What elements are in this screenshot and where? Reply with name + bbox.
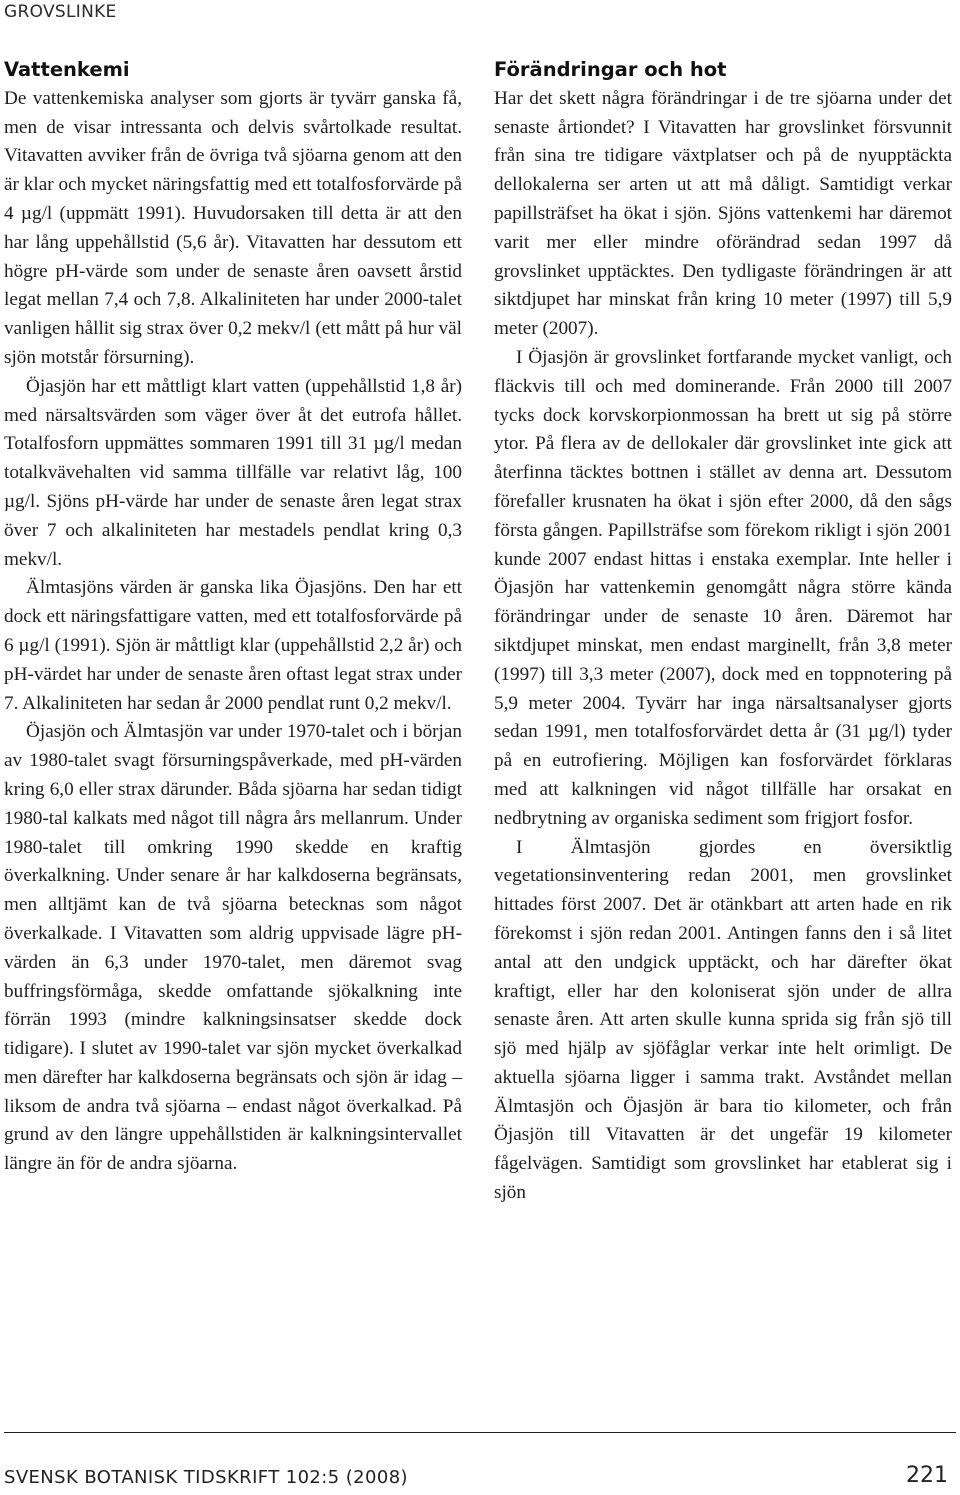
left-column bbox=[4, 56, 462, 1179]
paragraph: Öjasjön och Älmtasjön var under 1970-talet och i början av 1980-talet svagt försurningspåverkade, med pH-värden kring 6,0 eller strax därunder. Båda sjöarna har sedan tidigt 1980-tal kalkats med något till några års mellanrum. Under 1980-talet till omkring 1990 skedde en kraftig överkalkning. Under senare år har kalkdoserna begränsats, men alltjämt kan de två sjöarna betecknas som något överkalkade. I Vitavatten som aldrig uppvisade lägre pH-värden än 6,3 under 1970-talet, men däremot svag buffringsförmåga, skedde omfattande sjökalkning inte förrän 1993 (mindre kalkningsinsatser skedde dock tidigare). I slutet av 1990-talet var sjön mycket överkalkad men därefter har kalkdoserna begränsats och sjön är idag – liksom de andra två sjöarna – endast något överkalkad. På grund av den längre uppehållstiden är kalkningsintervallet längre än för de andra sjöarna. bbox=[4, 721, 462, 1175]
running-head: GROVSLINKE bbox=[4, 2, 117, 22]
paragraph: I Älmtasjön gjordes en översiktlig vegetationsinventering redan 2001, men grovslinket hittades först 2007. Det är otänkbart att arten hade en rik förekomst i sjön redan 2001. Antingen fanns den i så litet antal att den undgick upptäckt, och har därefter ökat kraftigt, eller har den koloniserat sjön under de allra senaste åren. Att arten skulle kunna sprida sig från sjö till sjö med hjälp av sjöfåglar verkar inte helt orimligt. De aktuella sjöarna ligger i samma trakt. Avståndet mellan Älmtasjön och Öjasjön är bara tio kilometer, och från Öjasjön till Vitavatten är det ungefär 19 kilometer fågelvägen. Samtidigt som grovslinket har etablerat sig i sjön bbox=[494, 836, 952, 1204]
paragraph: Har det skett några förändringar i de tre sjöarna under det senaste årtiondet? I Vitavatten har grovslinket försvunnit från sina tre tidigare växtplatser och på de nyupptäckta dellokalerna ser arten ut att må dåligt. Samtidigt verkar papillsträfset ha ökat i sjön. Sjöns vattenkemi har däremot varit mer eller mindre oförändrad sedan 1997 då grovslinket upptäcktes. Den tydligaste förändringen är att siktdjupet har minskat från kring 10 meter (1997) till 5,9 meter (2007). bbox=[494, 87, 952, 340]
right-column bbox=[494, 56, 952, 1208]
footer-divider bbox=[4, 1432, 956, 1433]
paragraph: I Öjasjön är grovslinket fortfarande mycket vanligt, och fläckvis till och med dominerande. Från 2000 till 2007 tycks dock korvskorpionmossan ha brett ut sig på större ytor. På flera av de dellokaler där grovslinket inte gick att återfinna täcktes bottnen i stället av denna art. Dessutom förefaller krusnaten ha ökat i sjön efter 2000, då den sågs första gången. Papillsträfse som förekom rikligt i sjön 2001 kunde 2007 endast hittas i enstaka exemplar. Inte heller i Öjasjön har vattenkemin genomgått några större kända förändringar under de senaste 10 åren. Däremot har siktdjupet minskat, men endast marginellt, från 3,8 meter (1997) till 3,3 meter (2007), dock med en toppnotering på 5,9 meter 2004. Tyvärr har inga närsaltsanalyser gjorts sedan 1991, men totalfosforvärdet detta år (31 µg/l) tyder på en eutrofiering. Möjligen kan fosforvärdet förklaras med att kalkningen vid något tillfälle har orsakat en nedbrytning av organiska sediment som frigjort fosfor. bbox=[494, 346, 952, 829]
section-heading-forandringar: Förändringar och hot bbox=[494, 58, 727, 81]
page-number: 221 bbox=[906, 1463, 948, 1488]
paragraph: Älmtasjöns värden är ganska lika Öjasjöns. Den har ett dock ett näringsfattigare vatten, med ett totalfosforvärde på 6 µg/l (1991). Sjön är måttligt klar (uppehållstid 2,2 år) och pH-värdet har under de senaste åren oftast legat strax under 7. Alkaliniteten har sedan år 2000 pendlat runt 0,2 mekv/l. bbox=[4, 577, 462, 714]
paragraph: Öjasjön har ett måttligt klart vatten (uppehållstid 1,8 år) med närsaltsvärden som väger över åt det eutrofa hållet. Totalfosforn uppmättes sommaren 1991 till 31 µg/l medan totalkvävehalten vid samma tillfälle var relativt låg, 100 µg/l. Sjöns pH-värde har under de senaste åren legat strax över 7 och alkaliniteten har mestadels pendlat kring 0,3 mekv/l. bbox=[4, 375, 462, 570]
journal-citation: SVENSK BOTANISK TIDSKRIFT 102:5 (2008) bbox=[4, 1467, 408, 1488]
paragraph: De vattenkemiska analyser som gjorts är tyvärr ganska få, men de visar intressanta och delvis svårtolkade resultat. Vitavatten avviker från de övriga två sjöarna genom att den är klar och mycket näringsfattig med ett totalfosforvärde på 4 µg/l (uppmätt 1991). Huvudorsaken till detta är att den har lång uppehållstid (5,6 år). Vitavatten har dessutom ett högre pH-värde som under de senaste åren oavsett årstid legat mellan 7,4 och 7,8. Alkaliniteten har under 2000-talet vanligen hållit sig strax över 0,2 mekv/l (ett mått på hur väl sjön motstår försurning). bbox=[4, 87, 462, 368]
section-heading-vattenkemi: Vattenkemi bbox=[4, 58, 130, 81]
